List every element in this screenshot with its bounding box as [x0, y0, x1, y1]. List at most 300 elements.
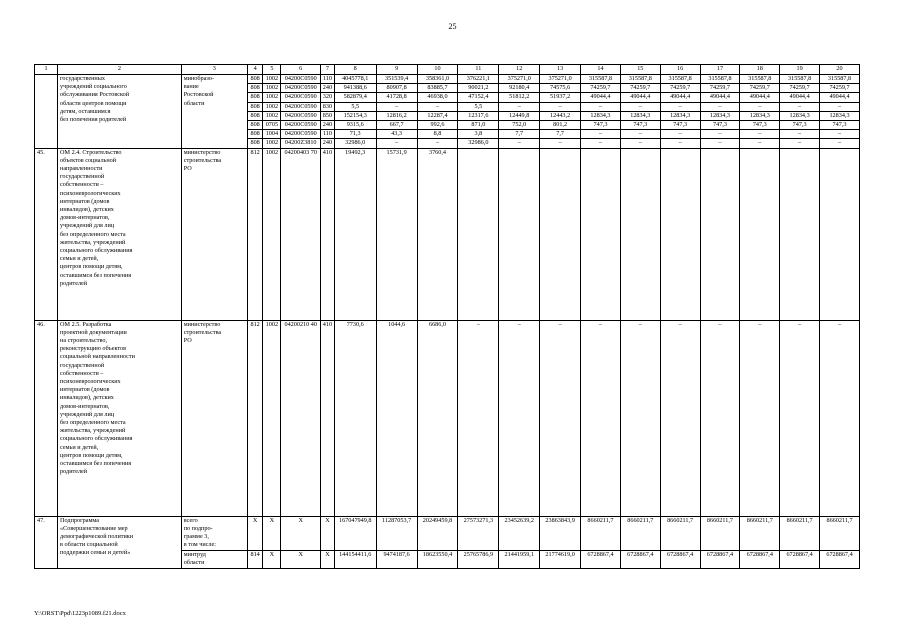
value-cell: 315587,8 — [660, 75, 700, 84]
value-cell: X — [281, 516, 321, 550]
value-cell: 1002 — [263, 139, 281, 148]
value-cell: 8660211,7 — [620, 516, 660, 550]
value-cell: 12834,3 — [740, 111, 780, 120]
value-cell: 11287053,7 — [376, 516, 417, 550]
value-cell: 808 — [247, 139, 263, 148]
measure-name-cell-line: учреждений для лиц — [60, 410, 115, 418]
measure-name-cell-line: инвалидов), детских — [60, 394, 114, 402]
measure-name-cell-line: в области социальной — [60, 541, 118, 549]
value-cell — [499, 148, 540, 320]
value-cell: 830 — [321, 102, 335, 111]
value-cell: 8,8 — [417, 130, 458, 139]
value-cell: 812 — [247, 148, 263, 320]
value-cell: 6686,0 — [417, 320, 458, 516]
value-cell: – — [376, 102, 417, 111]
value-cell: 04200С0590 — [281, 121, 321, 130]
column-number: 1 — [35, 65, 58, 75]
measure-name-cell-line: инвалидов), детских — [60, 206, 114, 214]
value-cell: 7,7 — [499, 130, 540, 139]
value-cell: 4045778,1 — [334, 75, 376, 84]
value-cell: 1002 — [263, 111, 281, 120]
value-cell: – — [780, 320, 820, 516]
row-number-cell: 47. — [35, 516, 58, 568]
value-cell: 12287,4 — [417, 111, 458, 120]
executor-cell — [181, 320, 247, 516]
row-number-cell: 46. — [35, 320, 58, 516]
measure-name-cell-line: направленности — [60, 165, 103, 173]
value-cell: 12834,3 — [620, 111, 660, 120]
value-cell: 167047949,8 — [334, 516, 376, 550]
value-cell: 32986,0 — [458, 139, 499, 148]
value-cell: 12449,8 — [499, 111, 540, 120]
value-cell: 12834,3 — [660, 111, 700, 120]
value-cell: 18623550,4 — [417, 550, 458, 568]
value-cell: 74259,7 — [620, 84, 660, 93]
measure-name-cell-line: психоневрологических — [60, 378, 121, 386]
measure-name-cell-line: без определенного места — [60, 419, 126, 427]
measure-name-cell-line: области центров помощи — [60, 99, 127, 107]
value-cell — [740, 148, 780, 320]
value-cell: 12834,3 — [581, 111, 621, 120]
measure-name-cell-line: родителей — [60, 279, 88, 287]
measure-name-cell-line: проектной документации — [60, 328, 127, 336]
value-cell: – — [620, 102, 660, 111]
measure-name-cell-line: без попечения родителей — [60, 116, 127, 124]
measure-name-cell-line: поддержки семьи и детей» — [60, 549, 131, 557]
value-cell: 21441959,1 — [499, 550, 540, 568]
measure-name-cell-line: семьи и детей, — [60, 443, 99, 451]
executor-cell-line: строительства — [183, 328, 222, 336]
value-cell: 49044,4 — [581, 93, 621, 102]
value-cell: 152154,3 — [334, 111, 376, 120]
measure-name-cell-line: домов-интернатов, — [60, 402, 110, 410]
column-number: 14 — [581, 65, 621, 75]
program-table — [34, 64, 860, 569]
value-cell: 23863843,9 — [540, 516, 581, 550]
value-cell: – — [660, 320, 700, 516]
value-cell — [458, 148, 499, 320]
value-cell: 04200210 40 — [281, 320, 321, 516]
value-cell: – — [780, 130, 820, 139]
value-cell: 240 — [321, 139, 335, 148]
measure-name-cell-line: учреждений социального — [60, 83, 127, 91]
value-cell: 110 — [321, 75, 335, 84]
value-cell: – — [700, 320, 740, 516]
value-cell: 49044,4 — [620, 93, 660, 102]
measure-name-cell-line: учреждений для лиц — [60, 222, 115, 230]
column-number: 16 — [660, 65, 700, 75]
value-cell: 32986,0 — [334, 139, 376, 148]
value-cell: – — [458, 320, 499, 516]
value-cell: 49044,4 — [740, 93, 780, 102]
value-cell: 375271,0 — [499, 75, 540, 84]
value-cell: 74259,7 — [660, 84, 700, 93]
value-cell: 808 — [247, 102, 263, 111]
value-cell: 49044,4 — [820, 93, 860, 102]
value-cell — [780, 148, 820, 320]
value-cell: 747,3 — [820, 121, 860, 130]
value-cell: 71,3 — [334, 130, 376, 139]
value-cell: – — [620, 130, 660, 139]
value-cell: 240 — [321, 84, 335, 93]
measure-name-cell-line: интернатов (домов — [60, 197, 110, 205]
measure-name-cell-line: ОМ 2.5. Разработка — [60, 320, 112, 328]
column-number: 10 — [417, 65, 458, 75]
value-cell: 351539,4 — [376, 75, 417, 84]
value-cell: 20249459,8 — [417, 516, 458, 550]
measure-name-cell-line: ОМ 2.4. Строительство — [60, 148, 122, 156]
column-number: 20 — [820, 65, 860, 75]
measure-name-cell-line: Подпрограмма — [60, 516, 99, 524]
value-cell: – — [820, 320, 860, 516]
measure-name-cell-line: оставшимся без попечения — [60, 460, 132, 468]
value-cell: 04200С0590 — [281, 75, 321, 84]
column-number: 8 — [334, 65, 376, 75]
value-cell: 410 — [321, 148, 335, 320]
value-cell — [660, 148, 700, 320]
measure-name-cell-line: собственности – — [60, 181, 104, 189]
value-cell: – — [540, 320, 581, 516]
value-cell: 747,3 — [660, 121, 700, 130]
value-cell: 747,3 — [740, 121, 780, 130]
value-cell: 747,3 — [700, 121, 740, 130]
value-cell: 19492,3 — [334, 148, 376, 320]
value-cell: 74259,7 — [820, 84, 860, 93]
measure-name-cell-line: «Совершенствование мер — [60, 524, 128, 532]
column-number: 2 — [58, 65, 182, 75]
value-cell: 04200403 70 — [281, 148, 321, 320]
value-cell: 240 — [321, 121, 335, 130]
value-cell: X — [321, 516, 335, 550]
column-number: 5 — [263, 65, 281, 75]
value-cell: – — [780, 139, 820, 148]
measure-name-cell-line: демографической политики — [60, 533, 134, 541]
value-cell: 358361,0 — [417, 75, 458, 84]
row-number-cell: 45. — [35, 148, 58, 320]
value-cell: 747,3 — [581, 121, 621, 130]
value-cell: 8660211,7 — [780, 516, 820, 550]
value-cell: 04200С0590 — [281, 102, 321, 111]
value-cell — [820, 148, 860, 320]
value-cell: – — [581, 320, 621, 516]
measure-name-cell-line: родителей — [60, 468, 88, 476]
value-cell: 49044,4 — [700, 93, 740, 102]
value-cell: – — [740, 139, 780, 148]
value-cell: 74259,7 — [780, 84, 820, 93]
value-cell: 1002 — [263, 84, 281, 93]
value-cell: – — [740, 130, 780, 139]
value-cell: 6728867,4 — [700, 550, 740, 568]
value-cell: – — [660, 139, 700, 148]
value-cell: – — [581, 102, 621, 111]
value-cell: – — [820, 139, 860, 148]
value-cell: 49044,4 — [660, 93, 700, 102]
value-cell: 15731,9 — [376, 148, 417, 320]
column-number: 3 — [181, 65, 247, 75]
column-number: 11 — [458, 65, 499, 75]
value-cell: 04200С0590 — [281, 130, 321, 139]
measure-name-cell-line: социального обслуживания — [60, 435, 133, 443]
value-cell: – — [417, 102, 458, 111]
value-cell: 8660211,7 — [581, 516, 621, 550]
value-cell: 410 — [321, 320, 335, 516]
value-cell: – — [581, 139, 621, 148]
table-row — [35, 320, 860, 516]
value-cell: 808 — [247, 121, 263, 130]
value-cell: 375271,0 — [540, 75, 581, 84]
value-cell: 27573271,3 — [458, 516, 499, 550]
executor-cell-line: строительства — [183, 156, 222, 164]
value-cell: – — [499, 139, 540, 148]
value-cell: 808 — [247, 111, 263, 120]
value-cell: – — [820, 102, 860, 111]
executor-cell-line: всего — [183, 516, 198, 524]
executor-cell-line: Ростовской — [183, 91, 214, 99]
value-cell: 747,3 — [620, 121, 660, 130]
value-cell: 315587,8 — [780, 75, 820, 84]
measure-name-cell-line: без определенного места — [60, 230, 126, 238]
measure-name-cell-line: социальной направленности — [60, 353, 135, 361]
column-number: 6 — [281, 65, 321, 75]
value-cell: – — [780, 102, 820, 111]
measure-name-cell-line: семьи и детей, — [60, 255, 99, 263]
value-cell: 90021,2 — [458, 84, 499, 93]
value-cell: 04200С0590 — [281, 111, 321, 120]
value-cell: 801,2 — [540, 121, 581, 130]
measure-name-cell-line: детям, оставшимся — [60, 107, 111, 115]
value-cell: 315587,8 — [740, 75, 780, 84]
value-cell: 51812,2 — [499, 93, 540, 102]
value-cell: 1002 — [263, 75, 281, 84]
executor-cell-line: РО — [183, 165, 192, 173]
value-cell: 7730,6 — [334, 320, 376, 516]
value-cell: 1002 — [263, 102, 281, 111]
value-cell: 12443,2 — [540, 111, 581, 120]
value-cell: 49044,4 — [780, 93, 820, 102]
measure-name-cell — [58, 516, 182, 568]
value-cell: 320 — [321, 93, 335, 102]
value-cell: 808 — [247, 93, 263, 102]
column-number-row — [35, 65, 860, 75]
executor-cell-line: минтруд — [183, 550, 206, 558]
table-row — [35, 516, 860, 550]
table-row — [35, 148, 860, 320]
measure-name-cell — [58, 148, 182, 320]
file-path-footer: Y:\ORST\Ppd\1223p1089.f21.docx — [34, 610, 126, 617]
value-cell: – — [700, 102, 740, 111]
value-cell: – — [700, 139, 740, 148]
executor-cell-line: области — [183, 558, 205, 566]
value-cell: 6728867,4 — [660, 550, 700, 568]
value-cell: 110 — [321, 130, 335, 139]
value-cell: 315587,8 — [581, 75, 621, 84]
measure-name-cell-line: центров помощи детям, — [60, 451, 123, 459]
executor-cell-line: министерство — [183, 148, 221, 156]
column-number: 12 — [499, 65, 540, 75]
value-cell: 9474187,6 — [376, 550, 417, 568]
value-cell: 582879,4 — [334, 93, 376, 102]
measure-name-cell — [58, 320, 182, 516]
value-cell: 144154411,6 — [334, 550, 376, 568]
value-cell: 83885,7 — [417, 84, 458, 93]
executor-cell — [181, 550, 247, 568]
value-cell: 808 — [247, 130, 263, 139]
executor-cell-line: вание — [183, 83, 199, 91]
value-cell: 6728867,4 — [820, 550, 860, 568]
measure-name-cell-line: жительства, учреждений — [60, 238, 126, 246]
measure-name-cell-line: государственной — [60, 361, 105, 369]
value-cell: – — [660, 102, 700, 111]
value-cell: 41728,8 — [376, 93, 417, 102]
executor-cell-line: РО — [183, 337, 192, 345]
value-cell: 6728867,4 — [581, 550, 621, 568]
value-cell: 74259,7 — [581, 84, 621, 93]
value-cell: 1002 — [263, 320, 281, 516]
value-cell: 51937,2 — [540, 93, 581, 102]
value-cell: 941388,6 — [334, 84, 376, 93]
value-cell — [620, 148, 660, 320]
value-cell: X — [263, 550, 281, 568]
value-cell: – — [417, 139, 458, 148]
value-cell: 5,5 — [458, 102, 499, 111]
value-cell: – — [660, 130, 700, 139]
value-cell: 23452639,2 — [499, 516, 540, 550]
measure-name-cell-line: домов-интернатов, — [60, 214, 110, 222]
measure-name-cell-line: на строительство, — [60, 337, 108, 345]
value-cell: 747,3 — [780, 121, 820, 130]
value-cell: 74259,7 — [700, 84, 740, 93]
value-cell: 376221,1 — [458, 75, 499, 84]
column-number: 19 — [780, 65, 820, 75]
measure-name-cell — [58, 75, 182, 149]
value-cell: 812 — [247, 320, 263, 516]
executor-cell — [181, 148, 247, 320]
value-cell: – — [499, 320, 540, 516]
value-cell: 315587,8 — [700, 75, 740, 84]
value-cell: 74575,6 — [540, 84, 581, 93]
value-cell: 6728867,4 — [620, 550, 660, 568]
value-cell: 1002 — [263, 93, 281, 102]
value-cell: 808 — [247, 84, 263, 93]
value-cell: – — [700, 130, 740, 139]
executor-cell-line: области — [183, 99, 205, 107]
value-cell: 6728867,4 — [780, 550, 820, 568]
column-number: 15 — [620, 65, 660, 75]
value-cell: 1002 — [263, 148, 281, 320]
measure-name-cell-line: психоневрологических — [60, 189, 121, 197]
value-cell: 808 — [247, 75, 263, 84]
value-cell: 92180,4 — [499, 84, 540, 93]
value-cell: 04200С0590 — [281, 84, 321, 93]
value-cell: 3760,4 — [417, 148, 458, 320]
value-cell: X — [247, 516, 263, 550]
executor-cell-line: минобразо- — [183, 75, 214, 82]
row-number-cell — [35, 75, 58, 149]
value-cell: 9315,6 — [334, 121, 376, 130]
value-cell: 850 — [321, 111, 335, 120]
value-cell: 12834,3 — [700, 111, 740, 120]
column-number: 9 — [376, 65, 417, 75]
value-cell: 25765786,9 — [458, 550, 499, 568]
value-cell: 43,3 — [376, 130, 417, 139]
value-cell — [581, 148, 621, 320]
measure-name-cell-line: оставшимся без попечения — [60, 271, 132, 279]
value-cell: 47152,4 — [458, 93, 499, 102]
measure-name-cell-line: государственных — [60, 75, 105, 82]
value-cell: – — [499, 102, 540, 111]
value-cell: 12834,3 — [780, 111, 820, 120]
executor-cell-line: по подпро- — [183, 524, 213, 532]
column-number: 4 — [247, 65, 263, 75]
value-cell: 871,0 — [458, 121, 499, 130]
measure-name-cell-line: жительства, учреждений — [60, 427, 126, 435]
executor-cell-line: в том числе: — [183, 541, 216, 549]
measure-name-cell-line: центров помощи детям, — [60, 263, 123, 271]
value-cell — [540, 148, 581, 320]
measure-name-cell-line: объектов социальной — [60, 156, 117, 164]
value-cell: 8660211,7 — [820, 516, 860, 550]
value-cell: 04200С0590 — [281, 93, 321, 102]
value-cell: 21774619,0 — [540, 550, 581, 568]
measure-name-cell-line: социального обслуживания — [60, 247, 133, 255]
value-cell: 814 — [247, 550, 263, 568]
measure-name-cell-line: обслуживания Ростовской — [60, 91, 130, 99]
value-cell: X — [281, 550, 321, 568]
value-cell: 7,7 — [540, 130, 581, 139]
measure-name-cell-line: интернатов (домов — [60, 386, 110, 394]
value-cell — [700, 148, 740, 320]
value-cell: 04200Z3810 — [281, 139, 321, 148]
column-number: 13 — [540, 65, 581, 75]
value-cell: – — [740, 320, 780, 516]
value-cell: – — [820, 130, 860, 139]
value-cell: 12317,6 — [458, 111, 499, 120]
value-cell: 8660211,7 — [740, 516, 780, 550]
executor-cell — [181, 75, 247, 149]
value-cell: – — [620, 320, 660, 516]
executor-cell-line: министерство — [183, 320, 221, 328]
column-number: 7 — [321, 65, 335, 75]
value-cell: – — [540, 102, 581, 111]
value-cell: 667,7 — [376, 121, 417, 130]
value-cell: 8660211,7 — [660, 516, 700, 550]
executor-cell-line: грамме 3, — [183, 533, 209, 541]
table-row — [35, 75, 860, 84]
value-cell: 12816,2 — [376, 111, 417, 120]
value-cell: 992,6 — [417, 121, 458, 130]
page-number: 25 — [448, 22, 457, 31]
measure-name-cell-line: государственной — [60, 173, 105, 181]
value-cell: 6728867,4 — [740, 550, 780, 568]
value-cell: 752,0 — [499, 121, 540, 130]
measure-name-cell-line: реконструкцию объектов — [60, 345, 127, 353]
value-cell: 3,8 — [458, 130, 499, 139]
value-cell: 80907,8 — [376, 84, 417, 93]
column-number: 17 — [700, 65, 740, 75]
value-cell: – — [540, 139, 581, 148]
value-cell: 46938,0 — [417, 93, 458, 102]
value-cell: 315587,8 — [820, 75, 860, 84]
measure-name-cell-line: собственности – — [60, 369, 104, 377]
column-number: 18 — [740, 65, 780, 75]
value-cell: 315587,8 — [620, 75, 660, 84]
value-cell: X — [321, 550, 335, 568]
executor-cell — [181, 516, 247, 550]
value-cell: 12834,3 — [820, 111, 860, 120]
value-cell: 74259,7 — [740, 84, 780, 93]
value-cell: – — [581, 130, 621, 139]
value-cell: 0705 — [263, 121, 281, 130]
